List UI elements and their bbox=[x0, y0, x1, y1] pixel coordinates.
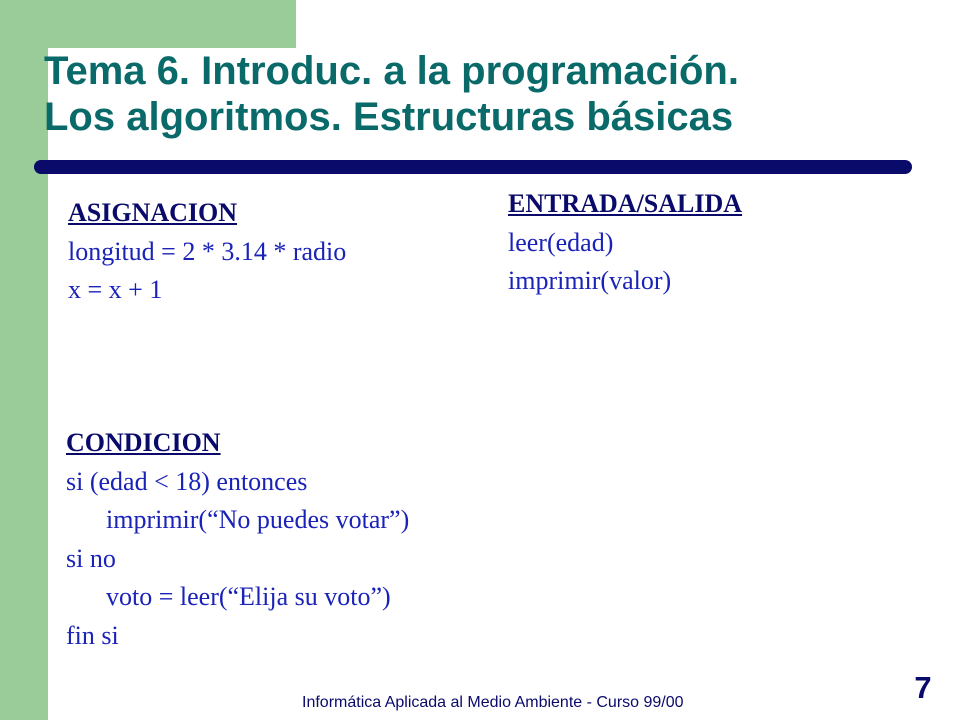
slide-title-line-2: Los algoritmos. Estructuras básicas bbox=[44, 95, 734, 139]
condicion-line-4: voto = leer(“Elija su voto”) bbox=[106, 582, 391, 611]
condicion-line-1: si (edad < 18) entonces bbox=[66, 466, 308, 496]
entrada-salida-line-2: imprimir(valor) bbox=[508, 266, 672, 295]
entrada-salida-section bbox=[508, 185, 742, 301]
slide-footer: Informática Aplicada al Medio Ambiente - Curso 99/00 bbox=[302, 694, 684, 711]
condicion-heading: CONDICION bbox=[66, 428, 221, 457]
condicion-line-5: fin si bbox=[66, 620, 119, 650]
condicion-line-3: si no bbox=[66, 543, 116, 573]
slide-title bbox=[44, 48, 739, 140]
top-accent-block bbox=[0, 0, 296, 48]
title-underline-rule bbox=[32, 158, 914, 176]
condicion-line-2: imprimir(“No puedes votar”) bbox=[106, 505, 410, 534]
entrada-salida-line-1: leer(edad) bbox=[508, 227, 614, 257]
page-number: 7 bbox=[914, 670, 932, 705]
slide-title-line-1: Tema 6. Introduc. a la programación. bbox=[44, 49, 739, 93]
asignacion-line-2: x = x + 1 bbox=[68, 275, 163, 304]
asignacion-section bbox=[68, 194, 346, 310]
entrada-salida-heading: ENTRADA/SALIDA bbox=[508, 189, 743, 218]
asignacion-heading: ASIGNACION bbox=[68, 198, 238, 227]
condicion-section bbox=[66, 424, 409, 655]
sidebar-accent-bar bbox=[0, 0, 48, 720]
asignacion-line-1: longitud = 2 * 3.14 * radio bbox=[68, 236, 347, 266]
